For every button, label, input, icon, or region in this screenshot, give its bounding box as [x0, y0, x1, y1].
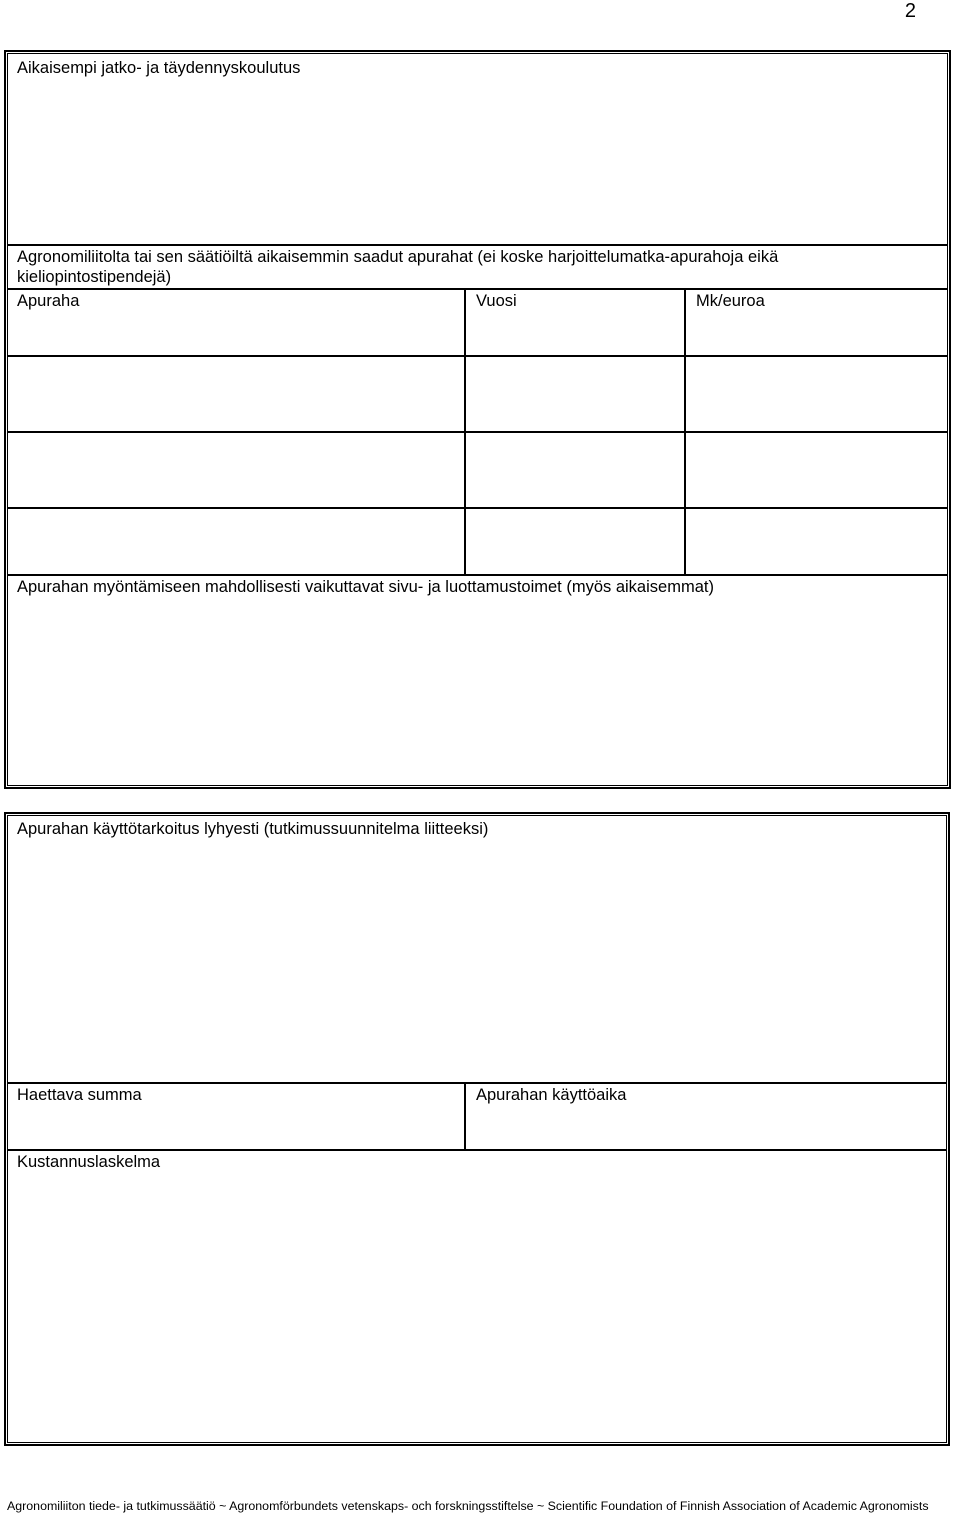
purpose-field[interactable] [8, 844, 946, 1082]
side-positions-label: Apurahan myöntämiseen mahdollisesti vaikuttavat sivu- ja luottamustoimet (myös aikaisemmat) [17, 578, 714, 596]
amount-label: Haettava summa [17, 1086, 142, 1104]
footer-text: Agronomiliiton tiede- ja tutkimussäätiö ~ Agronomförbundets vetenskaps- och forskningsstiftelse ~ Scientific Foundation of Finnish Association of Academic Agronomists [7, 1499, 929, 1513]
side-positions-section[interactable] [8, 574, 947, 785]
cost-calculation-label: Kustannuslaskelma [17, 1153, 161, 1171]
grants-table-row[interactable] [8, 355, 947, 431]
purpose-label: Apurahan käyttötarkoitus lyhyesti (tutkimussuunnitelma liitteeksi) [17, 820, 489, 838]
amount-period-divider [464, 1083, 466, 1149]
page-number: 2 [904, 0, 916, 22]
usage-period-label: Apurahan käyttöaika [476, 1086, 627, 1104]
grants-table-header [8, 288, 947, 355]
amount-period-row [8, 1082, 946, 1149]
previous-training-field[interactable] [8, 82, 947, 244]
grants-table-row[interactable] [8, 507, 947, 574]
column-header-grant: Apuraha [17, 292, 80, 310]
column-header-year: Vuosi [476, 292, 517, 310]
column-header-amount: Mk/euroa [696, 292, 765, 310]
cost-calculation-section[interactable] [8, 1149, 946, 1441]
previous-training-label: Aikaisempi jatko- ja täydennyskoulutus [17, 59, 301, 77]
grants-table-row[interactable] [8, 431, 947, 507]
previous-grants-section [8, 244, 947, 288]
previous-grants-heading-line2: kieliopintostipendejä) [17, 268, 172, 286]
previous-grants-heading-line1: Agronomiliitolta tai sen säätiöiltä aikaisemmin saadut apurahat (ei koske harjoittelumatka-apurahoja eikä [17, 248, 779, 266]
form-section-application [7, 815, 947, 1443]
form-section-history [7, 53, 948, 786]
